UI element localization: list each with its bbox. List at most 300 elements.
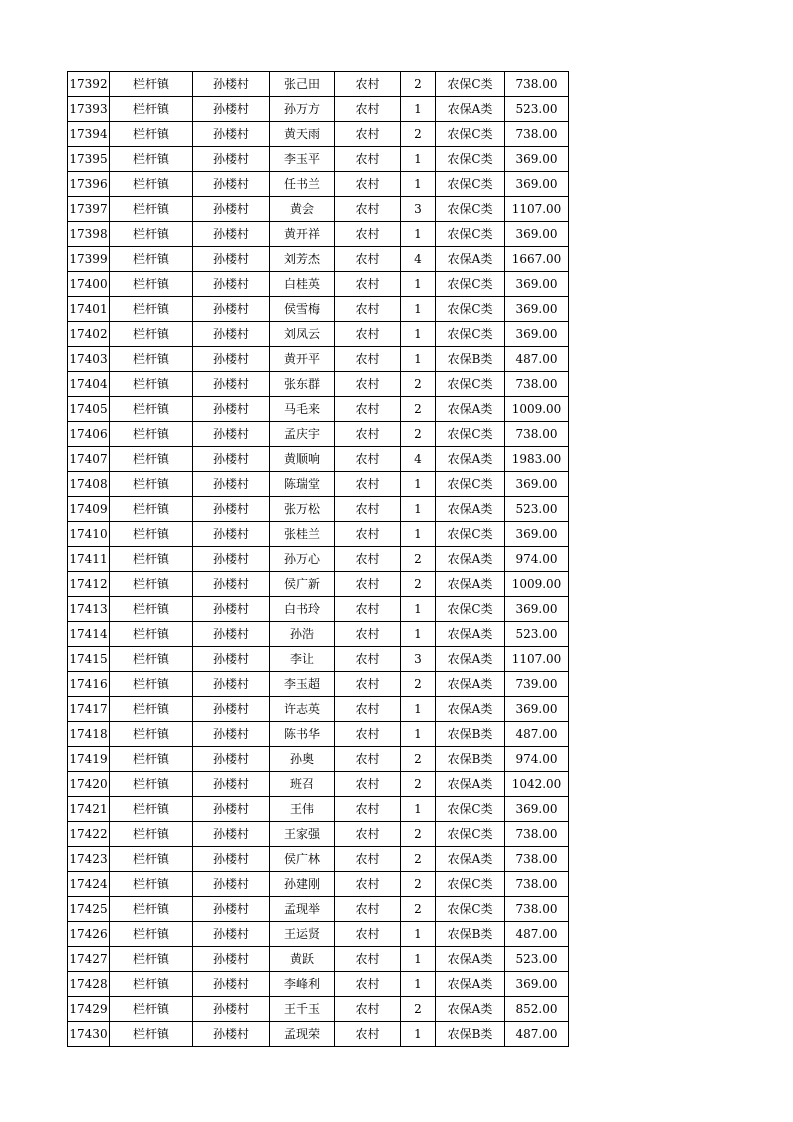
village-cell: 孙楼村 bbox=[193, 522, 270, 547]
insurance-category-cell: 农保A类 bbox=[436, 997, 505, 1022]
person-name-cell: 黄开平 bbox=[270, 347, 335, 372]
residence-type-cell: 农村 bbox=[335, 322, 401, 347]
household-count-cell: 1 bbox=[401, 797, 436, 822]
residence-type-cell: 农村 bbox=[335, 947, 401, 972]
insurance-category-cell: 农保B类 bbox=[436, 722, 505, 747]
amount-cell: 974.00 bbox=[505, 547, 569, 572]
person-name-cell: 孙浩 bbox=[270, 622, 335, 647]
record-id-cell: 17416 bbox=[68, 672, 110, 697]
residence-type-cell: 农村 bbox=[335, 722, 401, 747]
residence-type-cell: 农村 bbox=[335, 672, 401, 697]
village-cell: 孙楼村 bbox=[193, 447, 270, 472]
table-row bbox=[68, 297, 569, 322]
record-id-cell: 17419 bbox=[68, 747, 110, 772]
table-row bbox=[68, 872, 569, 897]
table-row bbox=[68, 922, 569, 947]
residence-type-cell: 农村 bbox=[335, 697, 401, 722]
household-count-cell: 2 bbox=[401, 872, 436, 897]
person-name-cell: 张东群 bbox=[270, 372, 335, 397]
insurance-category-cell: 农保C类 bbox=[436, 297, 505, 322]
amount-cell: 523.00 bbox=[505, 497, 569, 522]
insurance-category-cell: 农保A类 bbox=[436, 772, 505, 797]
amount-cell: 523.00 bbox=[505, 947, 569, 972]
household-count-cell: 1 bbox=[401, 222, 436, 247]
table-row bbox=[68, 172, 569, 197]
town-cell: 栏杆镇 bbox=[110, 147, 193, 172]
record-id-cell: 17413 bbox=[68, 597, 110, 622]
amount-cell: 738.00 bbox=[505, 897, 569, 922]
town-cell: 栏杆镇 bbox=[110, 297, 193, 322]
amount-cell: 1107.00 bbox=[505, 197, 569, 222]
table-row bbox=[68, 122, 569, 147]
insurance-category-cell: 农保A类 bbox=[436, 697, 505, 722]
person-name-cell: 王伟 bbox=[270, 797, 335, 822]
table-row bbox=[68, 522, 569, 547]
town-cell: 栏杆镇 bbox=[110, 347, 193, 372]
household-count-cell: 1 bbox=[401, 147, 436, 172]
record-id-cell: 17405 bbox=[68, 397, 110, 422]
amount-cell: 738.00 bbox=[505, 122, 569, 147]
village-cell: 孙楼村 bbox=[193, 722, 270, 747]
household-count-cell: 1 bbox=[401, 322, 436, 347]
town-cell: 栏杆镇 bbox=[110, 647, 193, 672]
table-row bbox=[68, 647, 569, 672]
table-row bbox=[68, 272, 569, 297]
town-cell: 栏杆镇 bbox=[110, 522, 193, 547]
village-cell: 孙楼村 bbox=[193, 747, 270, 772]
insurance-category-cell: 农保C类 bbox=[436, 522, 505, 547]
table-row bbox=[68, 897, 569, 922]
insurance-category-cell: 农保A类 bbox=[436, 647, 505, 672]
town-cell: 栏杆镇 bbox=[110, 122, 193, 147]
person-name-cell: 马毛来 bbox=[270, 397, 335, 422]
person-name-cell: 孙万方 bbox=[270, 97, 335, 122]
table-row bbox=[68, 322, 569, 347]
record-id-cell: 17396 bbox=[68, 172, 110, 197]
village-cell: 孙楼村 bbox=[193, 797, 270, 822]
person-name-cell: 黄开祥 bbox=[270, 222, 335, 247]
household-count-cell: 2 bbox=[401, 372, 436, 397]
village-cell: 孙楼村 bbox=[193, 497, 270, 522]
town-cell: 栏杆镇 bbox=[110, 1022, 193, 1047]
household-count-cell: 2 bbox=[401, 547, 436, 572]
village-cell: 孙楼村 bbox=[193, 822, 270, 847]
insurance-category-cell: 农保C类 bbox=[436, 147, 505, 172]
town-cell: 栏杆镇 bbox=[110, 997, 193, 1022]
record-id-cell: 17425 bbox=[68, 897, 110, 922]
insurance-category-cell: 农保C类 bbox=[436, 272, 505, 297]
table-row bbox=[68, 397, 569, 422]
village-cell: 孙楼村 bbox=[193, 547, 270, 572]
town-cell: 栏杆镇 bbox=[110, 697, 193, 722]
amount-cell: 1983.00 bbox=[505, 447, 569, 472]
record-id-cell: 17407 bbox=[68, 447, 110, 472]
residence-type-cell: 农村 bbox=[335, 747, 401, 772]
amount-cell: 369.00 bbox=[505, 797, 569, 822]
record-id-cell: 17394 bbox=[68, 122, 110, 147]
record-id-cell: 17417 bbox=[68, 697, 110, 722]
amount-cell: 369.00 bbox=[505, 597, 569, 622]
village-cell: 孙楼村 bbox=[193, 372, 270, 397]
town-cell: 栏杆镇 bbox=[110, 372, 193, 397]
table-row bbox=[68, 547, 569, 572]
insurance-category-cell: 农保C类 bbox=[436, 222, 505, 247]
amount-cell: 369.00 bbox=[505, 472, 569, 497]
person-name-cell: 张万松 bbox=[270, 497, 335, 522]
residence-type-cell: 农村 bbox=[335, 447, 401, 472]
amount-cell: 523.00 bbox=[505, 622, 569, 647]
person-name-cell: 陈瑞堂 bbox=[270, 472, 335, 497]
amount-cell: 738.00 bbox=[505, 872, 569, 897]
amount-cell: 487.00 bbox=[505, 1022, 569, 1047]
person-name-cell: 王运贤 bbox=[270, 922, 335, 947]
amount-cell: 369.00 bbox=[505, 147, 569, 172]
residence-type-cell: 农村 bbox=[335, 997, 401, 1022]
record-id-cell: 17399 bbox=[68, 247, 110, 272]
person-name-cell: 白书玲 bbox=[270, 597, 335, 622]
record-id-cell: 17420 bbox=[68, 772, 110, 797]
table-row bbox=[68, 97, 569, 122]
person-name-cell: 陈书华 bbox=[270, 722, 335, 747]
town-cell: 栏杆镇 bbox=[110, 447, 193, 472]
town-cell: 栏杆镇 bbox=[110, 422, 193, 447]
household-count-cell: 3 bbox=[401, 647, 436, 672]
household-count-cell: 2 bbox=[401, 997, 436, 1022]
residence-type-cell: 农村 bbox=[335, 572, 401, 597]
household-count-cell: 2 bbox=[401, 122, 436, 147]
household-count-cell: 2 bbox=[401, 847, 436, 872]
insurance-category-cell: 农保A类 bbox=[436, 847, 505, 872]
village-cell: 孙楼村 bbox=[193, 922, 270, 947]
amount-cell: 369.00 bbox=[505, 297, 569, 322]
residence-type-cell: 农村 bbox=[335, 797, 401, 822]
residence-type-cell: 农村 bbox=[335, 422, 401, 447]
person-name-cell: 孙奥 bbox=[270, 747, 335, 772]
insurance-category-cell: 农保C类 bbox=[436, 372, 505, 397]
person-name-cell: 白桂英 bbox=[270, 272, 335, 297]
town-cell: 栏杆镇 bbox=[110, 272, 193, 297]
person-name-cell: 李玉平 bbox=[270, 147, 335, 172]
record-id-cell: 17427 bbox=[68, 947, 110, 972]
amount-cell: 369.00 bbox=[505, 322, 569, 347]
village-cell: 孙楼村 bbox=[193, 122, 270, 147]
record-id-cell: 17409 bbox=[68, 497, 110, 522]
village-cell: 孙楼村 bbox=[193, 222, 270, 247]
insurance-category-cell: 农保B类 bbox=[436, 347, 505, 372]
residence-type-cell: 农村 bbox=[335, 872, 401, 897]
household-count-cell: 2 bbox=[401, 572, 436, 597]
village-cell: 孙楼村 bbox=[193, 147, 270, 172]
town-cell: 栏杆镇 bbox=[110, 397, 193, 422]
household-count-cell: 3 bbox=[401, 197, 436, 222]
town-cell: 栏杆镇 bbox=[110, 547, 193, 572]
amount-cell: 523.00 bbox=[505, 97, 569, 122]
record-id-cell: 17412 bbox=[68, 572, 110, 597]
person-name-cell: 李玉超 bbox=[270, 672, 335, 697]
person-name-cell: 侯雪梅 bbox=[270, 297, 335, 322]
table-row bbox=[68, 797, 569, 822]
residence-type-cell: 农村 bbox=[335, 972, 401, 997]
household-count-cell: 4 bbox=[401, 247, 436, 272]
insurance-category-cell: 农保B类 bbox=[436, 1022, 505, 1047]
record-id-cell: 17403 bbox=[68, 347, 110, 372]
insurance-category-cell: 农保C类 bbox=[436, 422, 505, 447]
town-cell: 栏杆镇 bbox=[110, 322, 193, 347]
table-row bbox=[68, 72, 569, 97]
person-name-cell: 张己田 bbox=[270, 72, 335, 97]
person-name-cell: 侯广林 bbox=[270, 847, 335, 872]
roster-table-body bbox=[68, 72, 569, 1047]
amount-cell: 1009.00 bbox=[505, 572, 569, 597]
residence-type-cell: 农村 bbox=[335, 547, 401, 572]
village-cell: 孙楼村 bbox=[193, 97, 270, 122]
table-row bbox=[68, 347, 569, 372]
insurance-category-cell: 农保A类 bbox=[436, 447, 505, 472]
town-cell: 栏杆镇 bbox=[110, 722, 193, 747]
table-row bbox=[68, 772, 569, 797]
person-name-cell: 孟庆宇 bbox=[270, 422, 335, 447]
household-count-cell: 2 bbox=[401, 397, 436, 422]
record-id-cell: 17414 bbox=[68, 622, 110, 647]
record-id-cell: 17404 bbox=[68, 372, 110, 397]
person-name-cell: 黄顺响 bbox=[270, 447, 335, 472]
table-row bbox=[68, 447, 569, 472]
table-row bbox=[68, 472, 569, 497]
table-row bbox=[68, 997, 569, 1022]
town-cell: 栏杆镇 bbox=[110, 222, 193, 247]
amount-cell: 487.00 bbox=[505, 347, 569, 372]
town-cell: 栏杆镇 bbox=[110, 872, 193, 897]
household-count-cell: 2 bbox=[401, 422, 436, 447]
table-row bbox=[68, 622, 569, 647]
record-id-cell: 17421 bbox=[68, 797, 110, 822]
town-cell: 栏杆镇 bbox=[110, 922, 193, 947]
person-name-cell: 孟现荣 bbox=[270, 1022, 335, 1047]
table-row bbox=[68, 847, 569, 872]
person-name-cell: 王家强 bbox=[270, 822, 335, 847]
table-row bbox=[68, 422, 569, 447]
record-id-cell: 17392 bbox=[68, 72, 110, 97]
insurance-category-cell: 农保C类 bbox=[436, 197, 505, 222]
table-row bbox=[68, 247, 569, 272]
amount-cell: 369.00 bbox=[505, 222, 569, 247]
village-cell: 孙楼村 bbox=[193, 197, 270, 222]
record-id-cell: 17424 bbox=[68, 872, 110, 897]
record-id-cell: 17410 bbox=[68, 522, 110, 547]
person-name-cell: 黄会 bbox=[270, 197, 335, 222]
household-count-cell: 1 bbox=[401, 97, 436, 122]
insurance-category-cell: 农保C类 bbox=[436, 472, 505, 497]
residence-type-cell: 农村 bbox=[335, 122, 401, 147]
record-id-cell: 17402 bbox=[68, 322, 110, 347]
amount-cell: 369.00 bbox=[505, 522, 569, 547]
town-cell: 栏杆镇 bbox=[110, 772, 193, 797]
person-name-cell: 任书兰 bbox=[270, 172, 335, 197]
insurance-category-cell: 农保C类 bbox=[436, 872, 505, 897]
table-row bbox=[68, 197, 569, 222]
record-id-cell: 17400 bbox=[68, 272, 110, 297]
town-cell: 栏杆镇 bbox=[110, 672, 193, 697]
town-cell: 栏杆镇 bbox=[110, 972, 193, 997]
table-row bbox=[68, 147, 569, 172]
table-row bbox=[68, 222, 569, 247]
amount-cell: 974.00 bbox=[505, 747, 569, 772]
residence-type-cell: 农村 bbox=[335, 222, 401, 247]
table-row bbox=[68, 672, 569, 697]
household-count-cell: 1 bbox=[401, 597, 436, 622]
village-cell: 孙楼村 bbox=[193, 422, 270, 447]
record-id-cell: 17415 bbox=[68, 647, 110, 672]
village-cell: 孙楼村 bbox=[193, 397, 270, 422]
town-cell: 栏杆镇 bbox=[110, 897, 193, 922]
person-name-cell: 李峰利 bbox=[270, 972, 335, 997]
village-cell: 孙楼村 bbox=[193, 297, 270, 322]
town-cell: 栏杆镇 bbox=[110, 97, 193, 122]
household-count-cell: 1 bbox=[401, 497, 436, 522]
person-name-cell: 孟现举 bbox=[270, 897, 335, 922]
record-id-cell: 17411 bbox=[68, 547, 110, 572]
residence-type-cell: 农村 bbox=[335, 597, 401, 622]
village-cell: 孙楼村 bbox=[193, 472, 270, 497]
insurance-category-cell: 农保C类 bbox=[436, 72, 505, 97]
household-count-cell: 2 bbox=[401, 822, 436, 847]
town-cell: 栏杆镇 bbox=[110, 197, 193, 222]
village-cell: 孙楼村 bbox=[193, 172, 270, 197]
amount-cell: 1009.00 bbox=[505, 397, 569, 422]
insurance-category-cell: 农保C类 bbox=[436, 597, 505, 622]
insurance-category-cell: 农保A类 bbox=[436, 247, 505, 272]
person-name-cell: 黄跃 bbox=[270, 947, 335, 972]
table-row bbox=[68, 947, 569, 972]
record-id-cell: 17430 bbox=[68, 1022, 110, 1047]
town-cell: 栏杆镇 bbox=[110, 172, 193, 197]
village-cell: 孙楼村 bbox=[193, 947, 270, 972]
household-count-cell: 1 bbox=[401, 522, 436, 547]
table-row bbox=[68, 372, 569, 397]
town-cell: 栏杆镇 bbox=[110, 597, 193, 622]
village-cell: 孙楼村 bbox=[193, 847, 270, 872]
record-id-cell: 17423 bbox=[68, 847, 110, 872]
table-row bbox=[68, 497, 569, 522]
amount-cell: 1107.00 bbox=[505, 647, 569, 672]
record-id-cell: 17401 bbox=[68, 297, 110, 322]
amount-cell: 738.00 bbox=[505, 372, 569, 397]
insurance-category-cell: 农保B类 bbox=[436, 922, 505, 947]
town-cell: 栏杆镇 bbox=[110, 247, 193, 272]
insurance-category-cell: 农保A类 bbox=[436, 947, 505, 972]
amount-cell: 487.00 bbox=[505, 922, 569, 947]
amount-cell: 738.00 bbox=[505, 822, 569, 847]
insurance-category-cell: 农保A类 bbox=[436, 972, 505, 997]
residence-type-cell: 农村 bbox=[335, 622, 401, 647]
household-count-cell: 1 bbox=[401, 922, 436, 947]
amount-cell: 1042.00 bbox=[505, 772, 569, 797]
amount-cell: 738.00 bbox=[505, 72, 569, 97]
insurance-category-cell: 农保A类 bbox=[436, 97, 505, 122]
insurance-category-cell: 农保C类 bbox=[436, 172, 505, 197]
insurance-category-cell: 农保A类 bbox=[436, 572, 505, 597]
table-row bbox=[68, 972, 569, 997]
residence-type-cell: 农村 bbox=[335, 397, 401, 422]
town-cell: 栏杆镇 bbox=[110, 572, 193, 597]
residence-type-cell: 农村 bbox=[335, 647, 401, 672]
town-cell: 栏杆镇 bbox=[110, 947, 193, 972]
residence-type-cell: 农村 bbox=[335, 247, 401, 272]
insurance-category-cell: 农保A类 bbox=[436, 397, 505, 422]
town-cell: 栏杆镇 bbox=[110, 72, 193, 97]
amount-cell: 738.00 bbox=[505, 422, 569, 447]
table-row bbox=[68, 697, 569, 722]
residence-type-cell: 农村 bbox=[335, 772, 401, 797]
person-name-cell: 侯广新 bbox=[270, 572, 335, 597]
household-count-cell: 1 bbox=[401, 947, 436, 972]
insurance-category-cell: 农保C类 bbox=[436, 797, 505, 822]
residence-type-cell: 农村 bbox=[335, 97, 401, 122]
record-id-cell: 17418 bbox=[68, 722, 110, 747]
residence-type-cell: 农村 bbox=[335, 347, 401, 372]
village-cell: 孙楼村 bbox=[193, 772, 270, 797]
town-cell: 栏杆镇 bbox=[110, 797, 193, 822]
table-row bbox=[68, 822, 569, 847]
town-cell: 栏杆镇 bbox=[110, 472, 193, 497]
village-cell: 孙楼村 bbox=[193, 322, 270, 347]
household-count-cell: 2 bbox=[401, 72, 436, 97]
household-count-cell: 1 bbox=[401, 1022, 436, 1047]
village-cell: 孙楼村 bbox=[193, 597, 270, 622]
residence-type-cell: 农村 bbox=[335, 72, 401, 97]
table-row bbox=[68, 1022, 569, 1047]
roster-table bbox=[67, 71, 569, 1047]
household-count-cell: 1 bbox=[401, 172, 436, 197]
residence-type-cell: 农村 bbox=[335, 297, 401, 322]
insurance-category-cell: 农保A类 bbox=[436, 622, 505, 647]
insurance-category-cell: 农保C类 bbox=[436, 322, 505, 347]
residence-type-cell: 农村 bbox=[335, 897, 401, 922]
village-cell: 孙楼村 bbox=[193, 347, 270, 372]
village-cell: 孙楼村 bbox=[193, 72, 270, 97]
household-count-cell: 2 bbox=[401, 772, 436, 797]
town-cell: 栏杆镇 bbox=[110, 747, 193, 772]
person-name-cell: 许志英 bbox=[270, 697, 335, 722]
household-count-cell: 1 bbox=[401, 722, 436, 747]
village-cell: 孙楼村 bbox=[193, 972, 270, 997]
village-cell: 孙楼村 bbox=[193, 897, 270, 922]
amount-cell: 487.00 bbox=[505, 722, 569, 747]
amount-cell: 369.00 bbox=[505, 272, 569, 297]
household-count-cell: 2 bbox=[401, 897, 436, 922]
person-name-cell: 张桂兰 bbox=[270, 522, 335, 547]
record-id-cell: 17408 bbox=[68, 472, 110, 497]
record-id-cell: 17397 bbox=[68, 197, 110, 222]
village-cell: 孙楼村 bbox=[193, 272, 270, 297]
person-name-cell: 王千玉 bbox=[270, 997, 335, 1022]
town-cell: 栏杆镇 bbox=[110, 822, 193, 847]
amount-cell: 369.00 bbox=[505, 972, 569, 997]
household-count-cell: 2 bbox=[401, 747, 436, 772]
village-cell: 孙楼村 bbox=[193, 622, 270, 647]
household-count-cell: 1 bbox=[401, 472, 436, 497]
person-name-cell: 孙建刚 bbox=[270, 872, 335, 897]
amount-cell: 369.00 bbox=[505, 172, 569, 197]
record-id-cell: 17428 bbox=[68, 972, 110, 997]
household-count-cell: 1 bbox=[401, 622, 436, 647]
residence-type-cell: 农村 bbox=[335, 822, 401, 847]
household-count-cell: 1 bbox=[401, 972, 436, 997]
household-count-cell: 2 bbox=[401, 672, 436, 697]
person-name-cell: 李让 bbox=[270, 647, 335, 672]
record-id-cell: 17429 bbox=[68, 997, 110, 1022]
residence-type-cell: 农村 bbox=[335, 922, 401, 947]
